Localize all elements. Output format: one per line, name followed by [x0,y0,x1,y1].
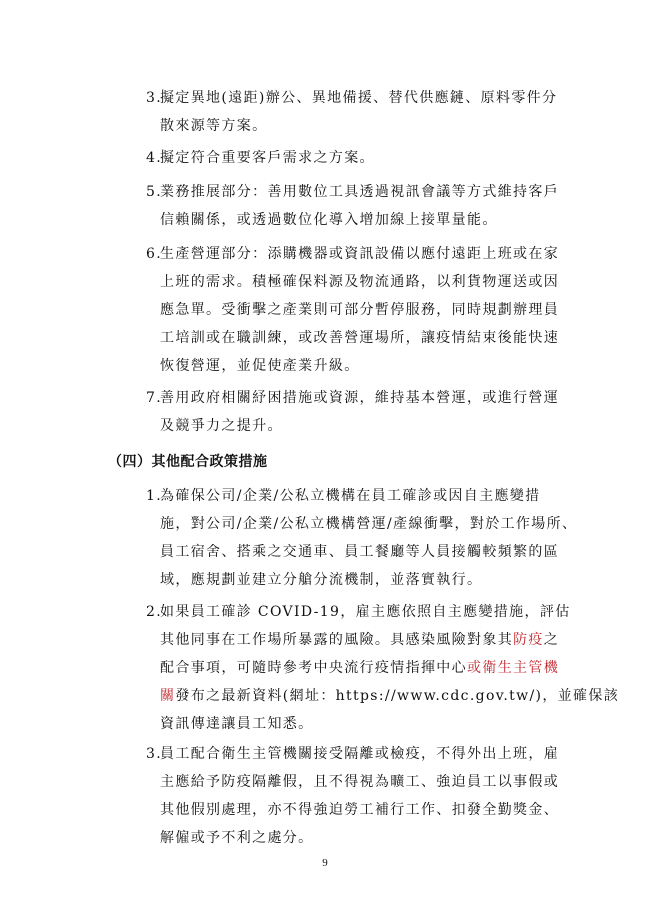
list-item-line: 散來源等方案。 [160,118,268,134]
list-item-number: 2. [146,604,163,620]
list-item-line: 上班的需求。積極確保料源及物流通路，以利貨物運送或因 [160,274,560,290]
list-item-line: 解僱或予不利之處分。 [160,830,314,846]
list-item-number: 6. [146,246,163,262]
list-item-line: 3.擬定異地(遠距)辦公、異地備援、替代供應鏈、原料零件分 [146,84,558,112]
list-item-6 [146,240,558,380]
list-item-number: 5. [146,184,163,200]
list-item-line: 配合事項，可隨時參考中央流行疫情指揮中心或衛生主管機 [160,660,560,676]
list-item-line: 其他假別處理，亦不得強迫勞工補行工作、扣發全勤獎金、 [160,802,560,818]
list-item-2 [146,598,620,738]
section-heading: （四）其他配合政策措施 [108,454,268,470]
list-item-number: 7. [146,390,163,406]
list-item-line: 域，應規劃並建立分艙分流機制，並落實執行。 [160,572,483,588]
list-item-line: 資訊傳達讓員工知悉。 [160,716,314,732]
list-item-line: 施，對公司/企業/公私立機構營運/產線衝擊，對於工作場所、 [160,516,578,532]
list-item-number: 3. [146,90,163,106]
list-item-3 [146,84,558,140]
list-item-line: 信賴關係，或透過數位化導入增加線上接單量能。 [160,212,498,228]
list-item-line: 4.擬定符合重要客戶需求之方案。 [146,144,558,172]
list-item-line: 其他同事在工作場所暴露的風險。具感染風險對象其防疫之 [160,632,560,648]
list-item-line: 5.業務推展部分：善用數位工具透過視訊會議等方式維持客戶 [146,178,558,206]
list-item-line: 主應給予防疫隔離假，且不得視為曠工、強迫員工以事假或 [160,774,560,790]
list-item-line: 應急單。受衝擊之產業則可部分暫停服務，同時規劃辦理員 [160,302,560,318]
list-item-line: 6.生產營運部分：添購機器或資訊設備以應付遠距上班或在家 [146,240,558,268]
highlight-text: 關 [160,688,176,704]
list-item-4 [146,144,558,172]
list-item-7 [146,384,558,440]
list-item-number: 3. [146,746,163,762]
list-item-5 [146,178,558,234]
list-item-line: 員工宿舍、搭乘之交通車、員工餐廳等人員接觸較頻繁的區 [160,544,560,560]
list-item-3b [146,740,558,852]
list-item-number: 1. [146,488,163,504]
list-item-number: 4. [146,150,163,166]
list-item-1 [146,482,578,594]
list-item-line: 恢復營運，並促使產業升級。 [160,358,360,374]
list-item-line: 關發布之最新資料(網址：https://www.cdc.gov.tw/)，並確保該 [160,688,620,704]
highlight-text: 防疫 [513,632,544,648]
list-item-line: 1.為確保公司/企業/公私立機構在員工確診或因自主應變措 [146,482,558,510]
page-number: 9 [322,857,328,869]
list-item-line: 工培訓或在職訓練，或改善營運場所，讓疫情結束後能快速 [160,330,560,346]
list-item-line: 2.如果員工確診 COVID-19，雇主應依照自主應變措施，評估 [146,598,558,626]
list-item-line: 7.善用政府相關紓困措施或資源，維持基本營運，或進行營運 [146,384,558,412]
list-item-line: 及競爭力之提升。 [160,418,283,434]
list-item-line: 3.員工配合衛生主管機關接受隔離或檢疫，不得外出上班，雇 [146,740,558,768]
highlight-text: 或衛生主管機 [467,660,560,676]
